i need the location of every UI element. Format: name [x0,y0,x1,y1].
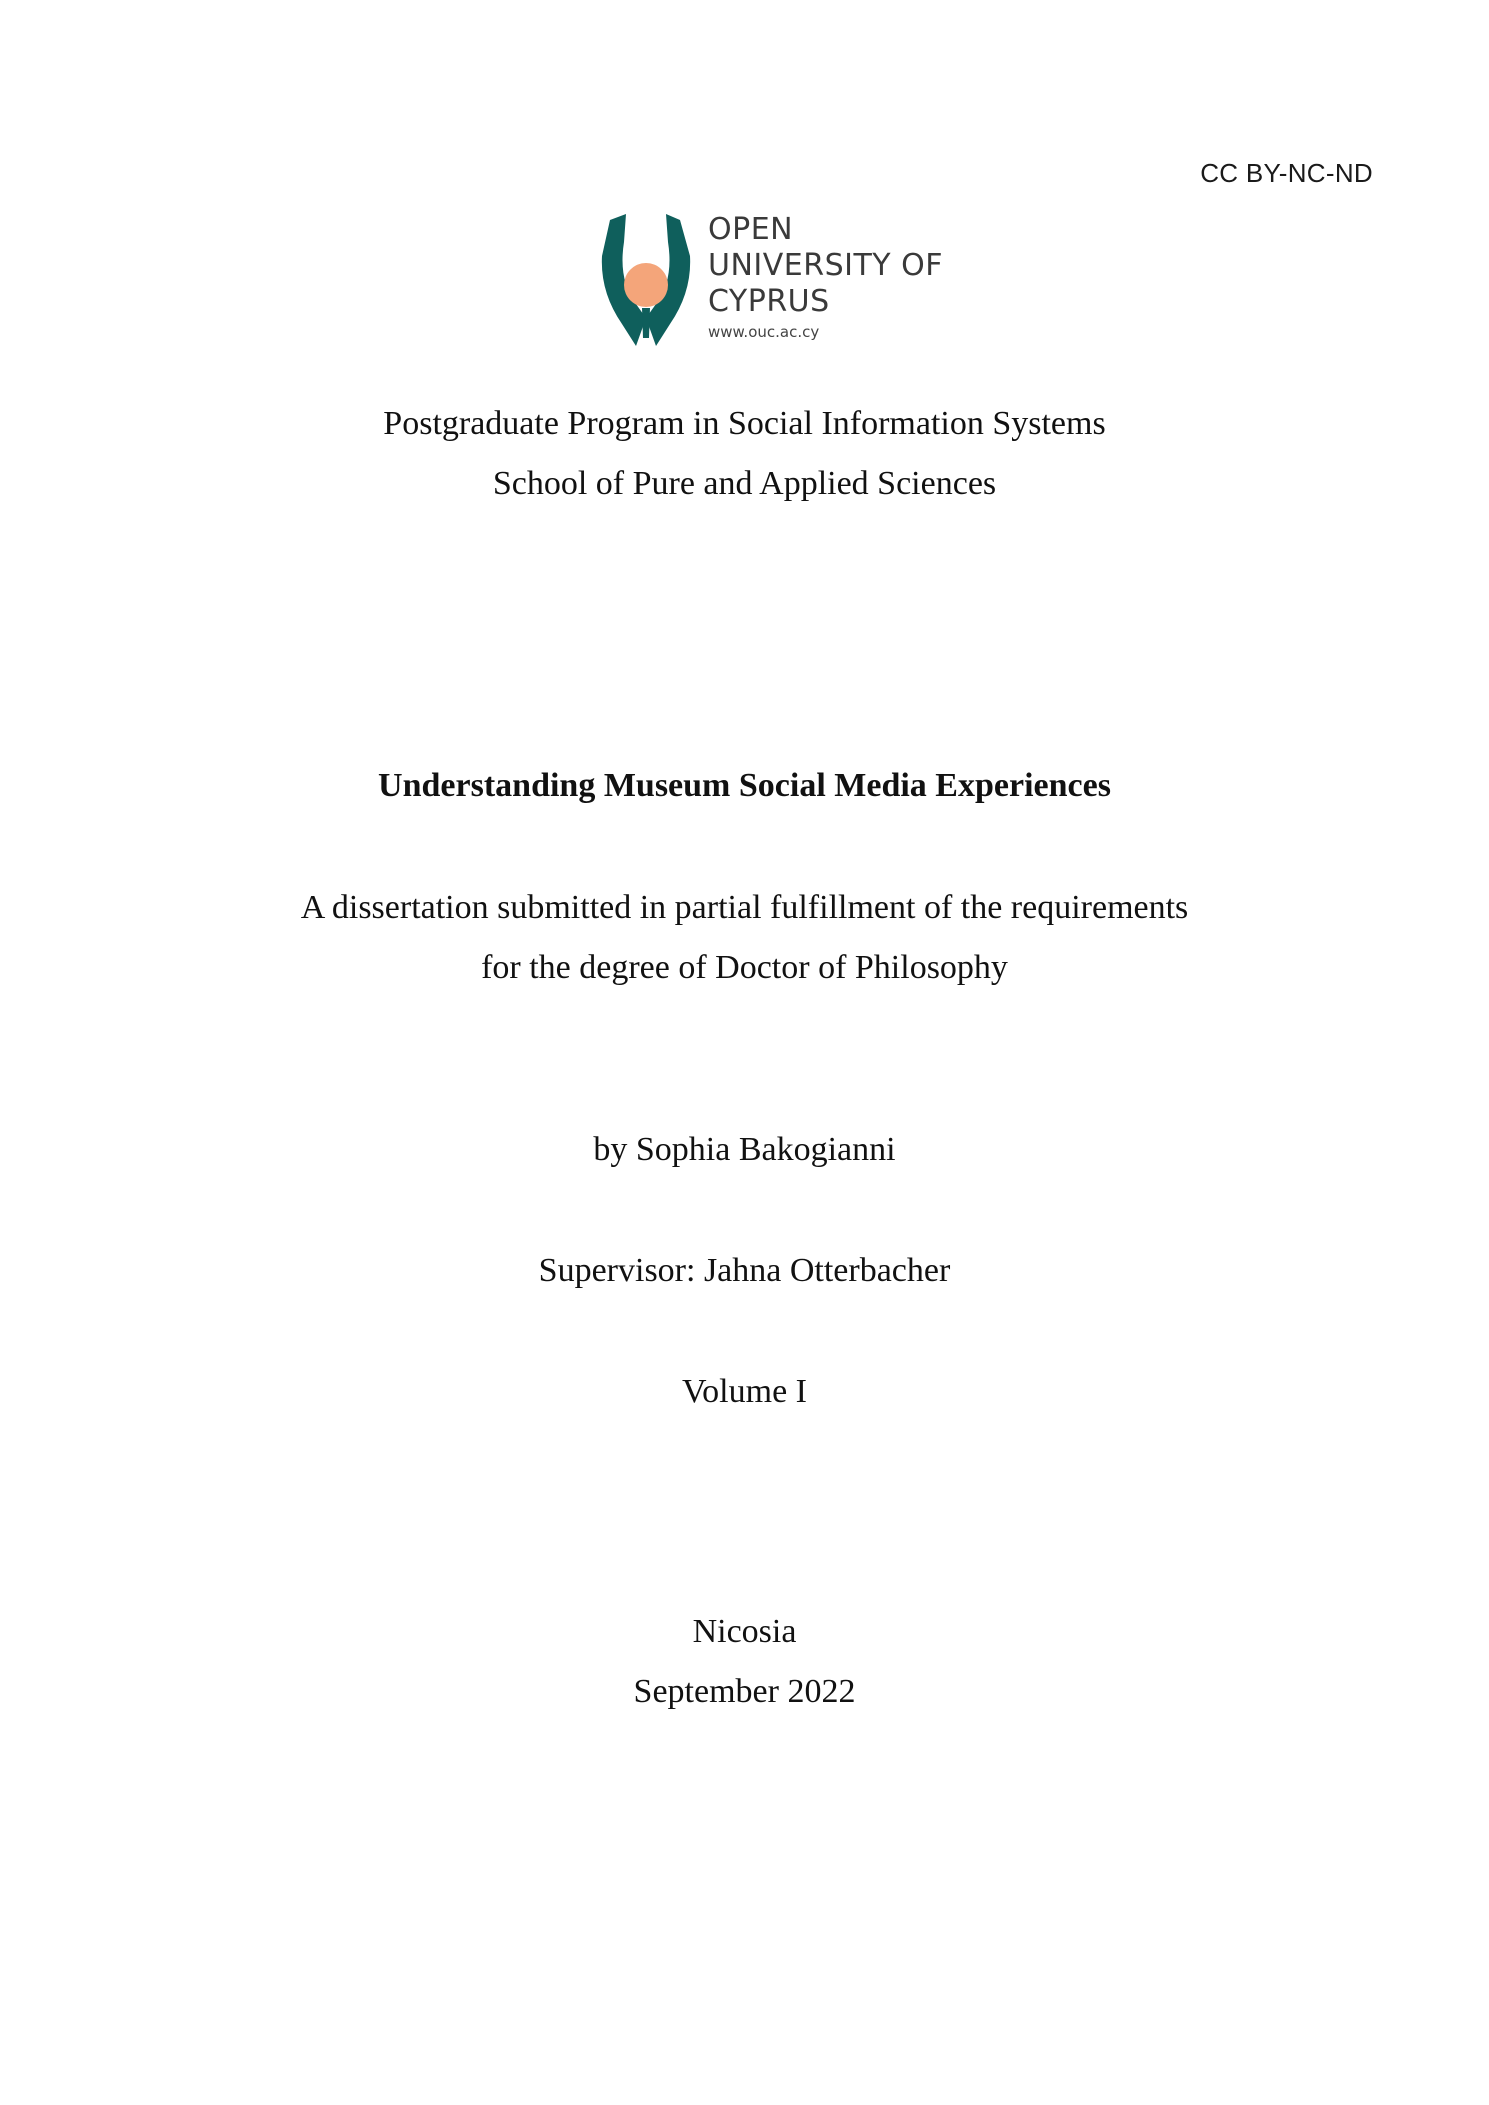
program-block [0,394,1489,514]
dissertation-title: Understanding Museum Social Media Experiences [378,767,1111,804]
logo-url: www.ouc.ac.cy [708,323,820,341]
statement-line-2: for the degree of Doctor of Philosophy [481,949,1008,986]
logo-wordmark [708,212,943,342]
date: September 2022 [633,1673,856,1710]
program-name: Postgraduate Program in Social Information Systems [383,405,1106,442]
statement-line-1: A dissertation submitted in partial fulfillment of the requirements [300,889,1189,926]
university-logo [596,208,944,358]
place-and-date [0,1602,1489,1722]
supervisor: Supervisor: Jahna Otterbacher [538,1252,951,1289]
school-name: School of Pure and Applied Sciences [492,465,997,502]
university-emblem-icon [596,212,696,352]
logo-line-open: OPEN [708,212,794,247]
logo-line-cyprus: CYPRUS [708,284,830,319]
volume: Volume I [682,1373,807,1410]
author: by Sophia Bakogianni [593,1131,896,1168]
city: Nicosia [692,1613,797,1650]
license-label: CC BY-NC-ND [1200,158,1373,188]
dissertation-statement [0,878,1489,998]
logo-line-university: UNIVERSITY OF [708,248,944,283]
